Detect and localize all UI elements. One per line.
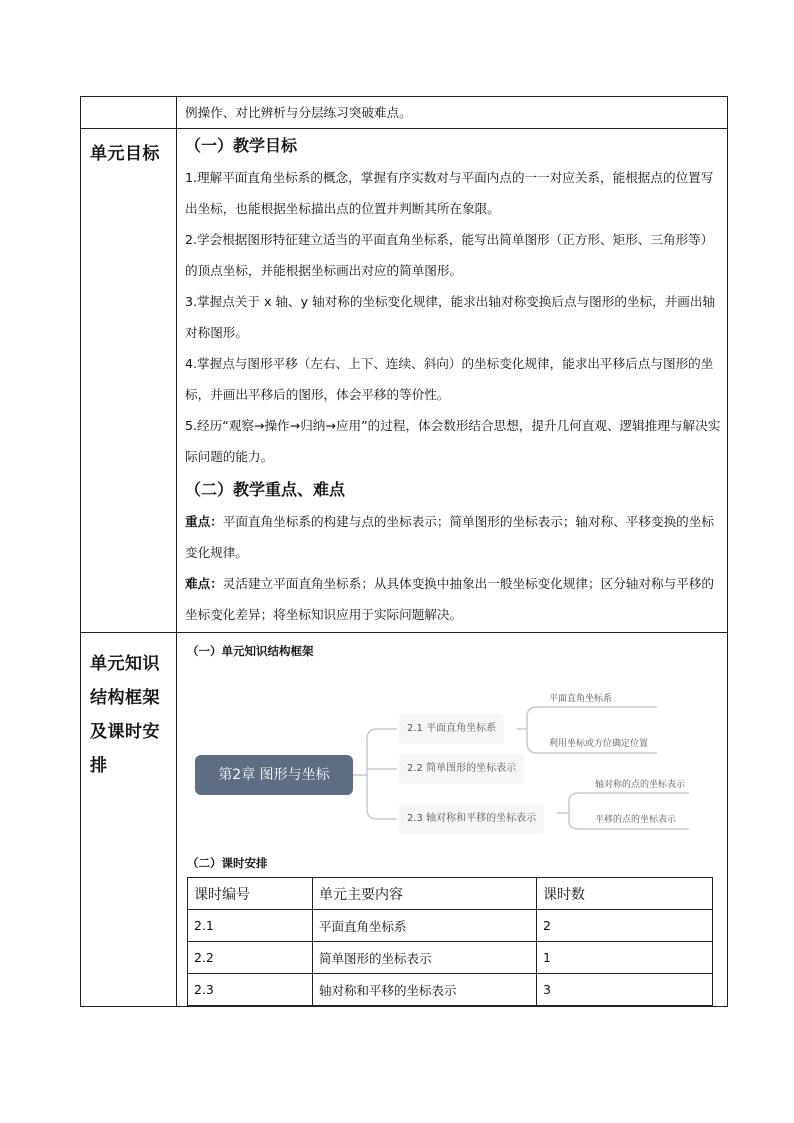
table-cell: 平面直角坐标系 — [313, 910, 537, 942]
key-text: 平面直角坐标系的构建与点的坐标表示；简单图形的坐标表示；轴对称、平移变换的坐标变化规律。 — [185, 514, 714, 560]
row-unit-goals — [81, 129, 728, 633]
structure-label-line: 单元知识 — [90, 654, 160, 674]
branch-node: 2.3 轴对称和平移的坐标表示 — [399, 804, 544, 834]
table-cell: 3 — [537, 974, 713, 1006]
goal-item: 4.掌握点与图形平移（左右、上下、连续、斜向）的坐标变化规律，能求出平移后点与图形的坐标，并画出平移后的图形，体会平移的等价性。 — [185, 356, 714, 402]
table-cell: 2 — [537, 910, 713, 942]
key-points — [185, 506, 721, 568]
branch-node: 2.1 平面直角坐标系 — [399, 714, 504, 744]
continuation-text: 例操作、对比辨析与分层练习突破难点。 — [185, 105, 412, 120]
schedule-heading: （二）课时安排 — [187, 856, 268, 870]
leaf-node: 轴对称的点的坐标表示 — [595, 780, 686, 790]
label-cell-goals — [81, 129, 177, 633]
row-structure — [81, 633, 728, 1007]
header-cell: 课时编号 — [188, 878, 313, 910]
row-continuation — [81, 97, 728, 129]
mind-map — [187, 663, 727, 841]
structure-label — [81, 633, 176, 783]
table-cell: 简单图形的坐标表示 — [313, 942, 537, 974]
structure-content-cell — [177, 633, 728, 1007]
framework-heading: （一）单元知识结构框架 — [187, 644, 314, 658]
table-row — [188, 974, 713, 1006]
chapter-root-node: 第2章 图形与坐标 — [195, 755, 353, 795]
difficult-points — [185, 568, 721, 630]
goal-item: 3.掌握点关于 x 轴、y 轴对称的坐标变化规律，能求出轴对称变换后点与图形的坐标，并画出轴对称图形。 — [185, 294, 716, 340]
leaf-node: 利用坐标或方位确定位置 — [549, 739, 649, 749]
table-row — [188, 942, 713, 974]
label-cell-structure — [81, 633, 177, 1007]
goal-item: 5.经历“观察→操作→归纳→应用”的过程，体会数形结合思想，提升几何直观、逻辑推理与解决实际问题的能力。 — [185, 418, 721, 464]
schedule-header-row — [188, 878, 713, 910]
header-cell: 单元主要内容 — [313, 878, 537, 910]
goals-content-cell — [177, 129, 728, 633]
table-cell: 2.3 — [188, 974, 313, 1006]
table-cell: 轴对称和平移的坐标表示 — [313, 974, 537, 1006]
schedule-table — [187, 877, 713, 1006]
continuation-cell — [177, 97, 728, 129]
difficult-label: 难点： — [185, 576, 223, 591]
goal-item: 1.理解平面直角坐标系的概念，掌握有序实数对与平面内点的一一对应关系，能根据点的位置写出坐标，也能根据坐标描出点的位置并判断其所在象限。 — [185, 170, 714, 216]
structure-label-line: 排 — [90, 756, 108, 776]
branch-node: 2.2 简单图形的坐标表示 — [399, 754, 524, 784]
table-row — [188, 910, 713, 942]
goal-item: 2.学会根据图形特征建立适当的平面直角坐标系，能写出简单图形（正方形、矩形、三角形等）的顶点坐标，并能根据坐标画出对应的简单图形。 — [185, 232, 714, 278]
difficult-text: 灵活建立平面直角坐标系；从具体变换中抽象出一般坐标变化规律；区分轴对称与平移的坐标变化差异；将坐标知识应用于实际问题解决。 — [185, 576, 714, 622]
leaf-node: 平面直角坐标系 — [549, 694, 613, 704]
key-difficult-heading: （二）教学重点、难点 — [185, 480, 346, 499]
lesson-plan-table — [80, 96, 728, 1007]
table-cell: 1 — [537, 942, 713, 974]
empty-label-cell — [81, 97, 177, 129]
table-cell: 2.1 — [188, 910, 313, 942]
unit-goals-label: 单元目标 — [90, 144, 160, 164]
key-label: 重点： — [185, 514, 223, 529]
teaching-goals-heading: （一）教学目标 — [185, 136, 298, 155]
structure-label-line: 结构框架 — [90, 688, 160, 708]
structure-label-line: 及课时安 — [90, 722, 160, 742]
header-cell: 课时数 — [537, 878, 713, 910]
leaf-node: 平移的点的坐标表示 — [595, 815, 677, 825]
table-cell: 2.2 — [188, 942, 313, 974]
